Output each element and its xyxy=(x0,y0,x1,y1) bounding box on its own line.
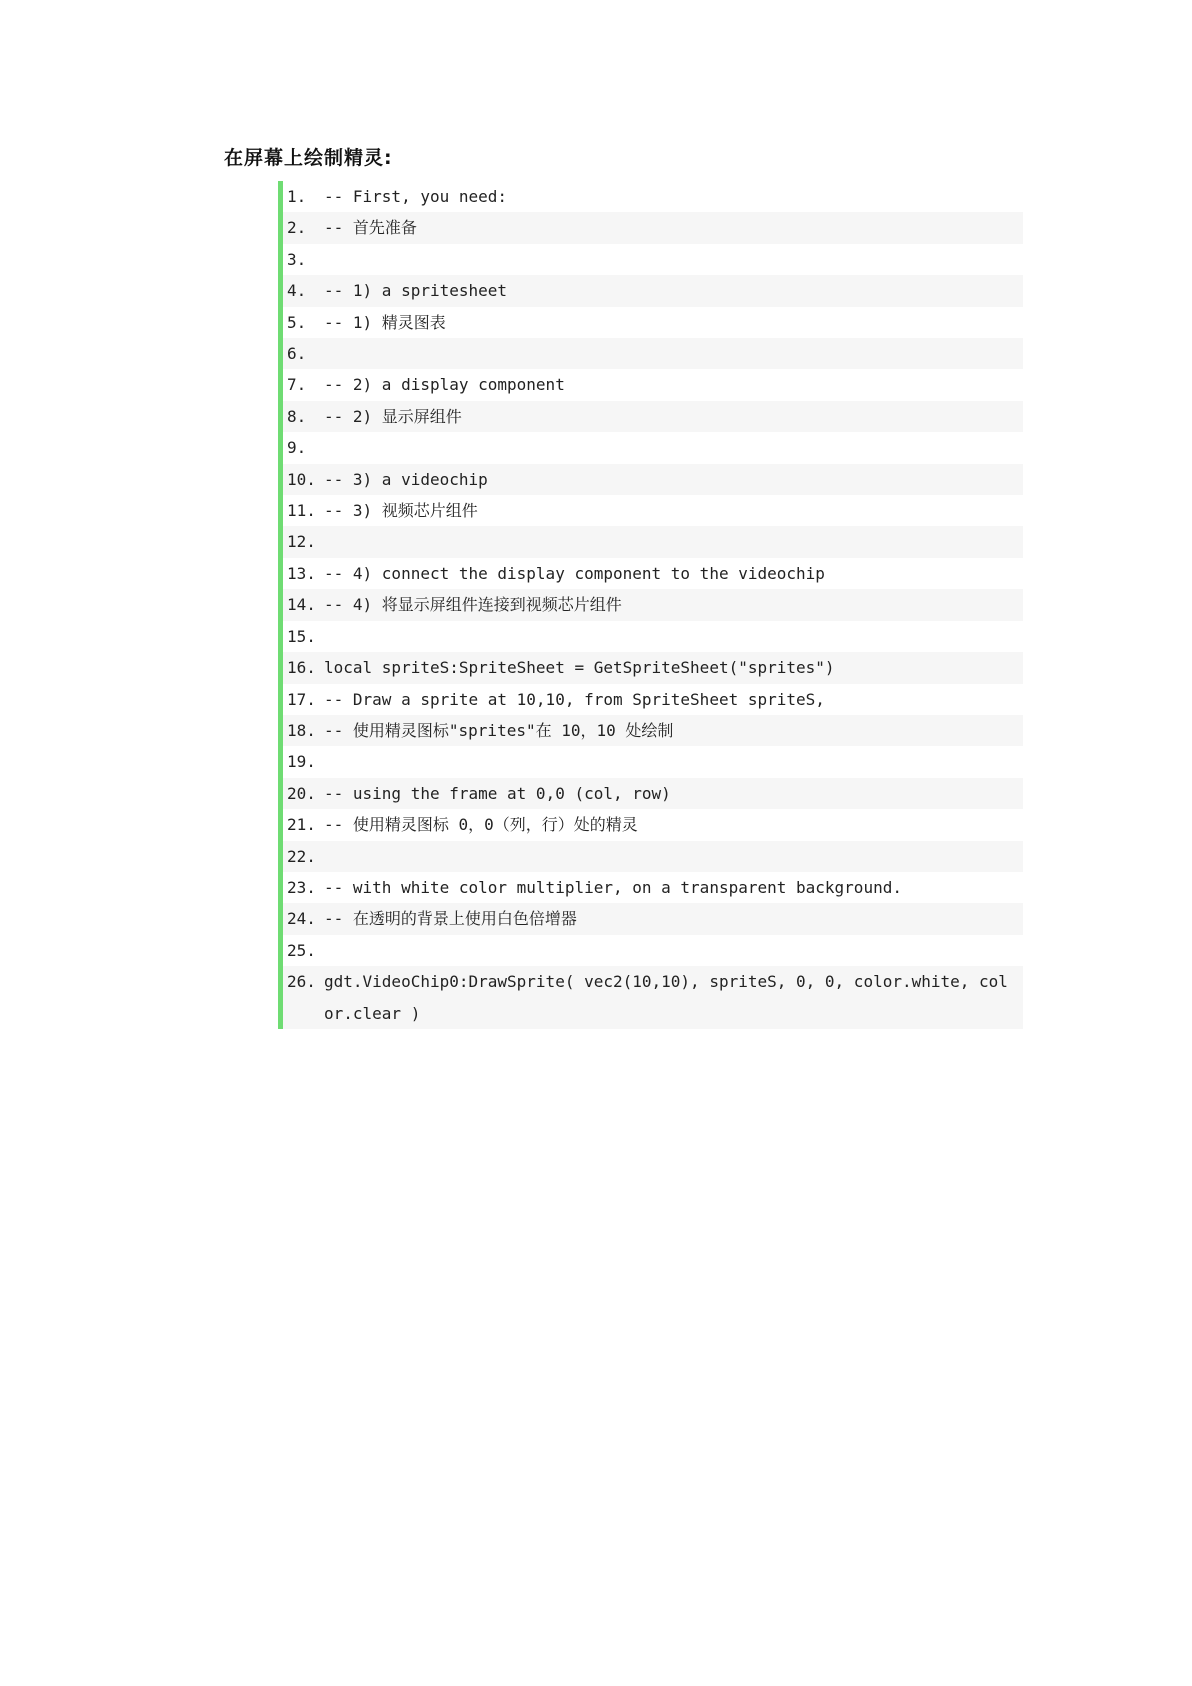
code-line xyxy=(283,275,1023,306)
code-text: -- 1) 精灵图表 xyxy=(324,312,446,332)
code-text: -- with white color multiplier, on a transparent background. xyxy=(324,877,902,897)
code-line xyxy=(283,369,1023,400)
code-line xyxy=(283,652,1023,683)
code-line xyxy=(283,526,1023,557)
code-line xyxy=(283,841,1023,872)
code-line xyxy=(283,495,1023,526)
line-number: 23. xyxy=(287,877,316,897)
code-text: -- 4) connect the display component to the videochip xyxy=(324,563,825,583)
line-number: 13. xyxy=(287,563,316,583)
code-text: -- 3) 视频芯片组件 xyxy=(324,501,478,521)
code-line xyxy=(283,464,1023,495)
line-number: 10. xyxy=(287,469,316,489)
code-line xyxy=(283,558,1023,589)
line-number: 1. xyxy=(287,187,307,206)
code-line xyxy=(283,432,1023,463)
code-line xyxy=(283,872,1023,903)
line-number: 18. xyxy=(287,720,316,740)
line-number: 3. xyxy=(287,249,307,269)
line-number: 19. xyxy=(287,752,316,772)
line-number: 9. xyxy=(287,438,307,458)
line-number: 15. xyxy=(287,626,316,646)
line-number: 4. xyxy=(287,281,307,301)
code-line xyxy=(283,181,1023,212)
page-title: 在屏幕上绘制精灵: xyxy=(224,147,393,169)
code-text: -- using the frame at 0,0 (col, row) xyxy=(324,783,671,803)
code-text: -- 2) a display component xyxy=(324,375,565,395)
line-number: 11. xyxy=(287,501,316,521)
code-text: -- First, you need: xyxy=(324,187,508,206)
line-number: 17. xyxy=(287,689,316,709)
code-text: -- 1) a spritesheet xyxy=(324,281,508,301)
code-line xyxy=(283,212,1023,243)
code-line xyxy=(283,401,1023,432)
line-number: 24. xyxy=(287,909,316,929)
line-number: 22. xyxy=(287,846,316,866)
code-text: -- 2) 显示屏组件 xyxy=(324,406,462,426)
code-line xyxy=(283,589,1023,620)
line-number: 2. xyxy=(287,218,307,238)
line-number: 7. xyxy=(287,375,307,395)
code-line xyxy=(283,809,1023,840)
code-line xyxy=(283,966,1023,1029)
line-number: 21. xyxy=(287,815,316,835)
line-number: 8. xyxy=(287,406,307,426)
code-text: gdt.VideoChip0:DrawSprite( vec2(10,10), spriteS, 0, 0, color.white, color.clear ) xyxy=(324,972,1008,1023)
code-line xyxy=(283,621,1023,652)
code-line xyxy=(283,778,1023,809)
code-text: -- 3) a videochip xyxy=(324,469,488,489)
line-number: 5. xyxy=(287,312,307,332)
code-line xyxy=(283,684,1023,715)
code-line xyxy=(283,244,1023,275)
code-line xyxy=(283,338,1023,369)
code-text: -- Draw a sprite at 10,10, from SpriteSheet spriteS, xyxy=(324,689,825,709)
line-number: 12. xyxy=(287,532,316,552)
code-line xyxy=(283,715,1023,746)
code-text: -- 使用精灵图标"sprites"在 10，10 处绘制 xyxy=(324,720,674,740)
line-number: 25. xyxy=(287,940,316,960)
code-text: -- 使用精灵图标 0，0（列，行）处的精灵 xyxy=(324,815,638,835)
line-number: 26. xyxy=(287,972,316,992)
code-line xyxy=(283,746,1023,777)
line-number: 16. xyxy=(287,658,316,678)
line-number: 20. xyxy=(287,783,316,803)
code-text: -- 4) 将显示屏组件连接到视频芯片组件 xyxy=(324,595,622,615)
line-number: 14. xyxy=(287,595,316,615)
code-text: -- 在透明的背景上使用白色倍增器 xyxy=(324,909,577,929)
code-line xyxy=(283,307,1023,338)
code-text: local spriteS:SpriteSheet = GetSpriteSheet("sprites") xyxy=(324,658,835,678)
code-block xyxy=(278,181,1023,1029)
code-line xyxy=(283,935,1023,966)
code-line xyxy=(283,903,1023,934)
code-text: -- 首先准备 xyxy=(324,218,417,238)
line-number: 6. xyxy=(287,344,307,364)
